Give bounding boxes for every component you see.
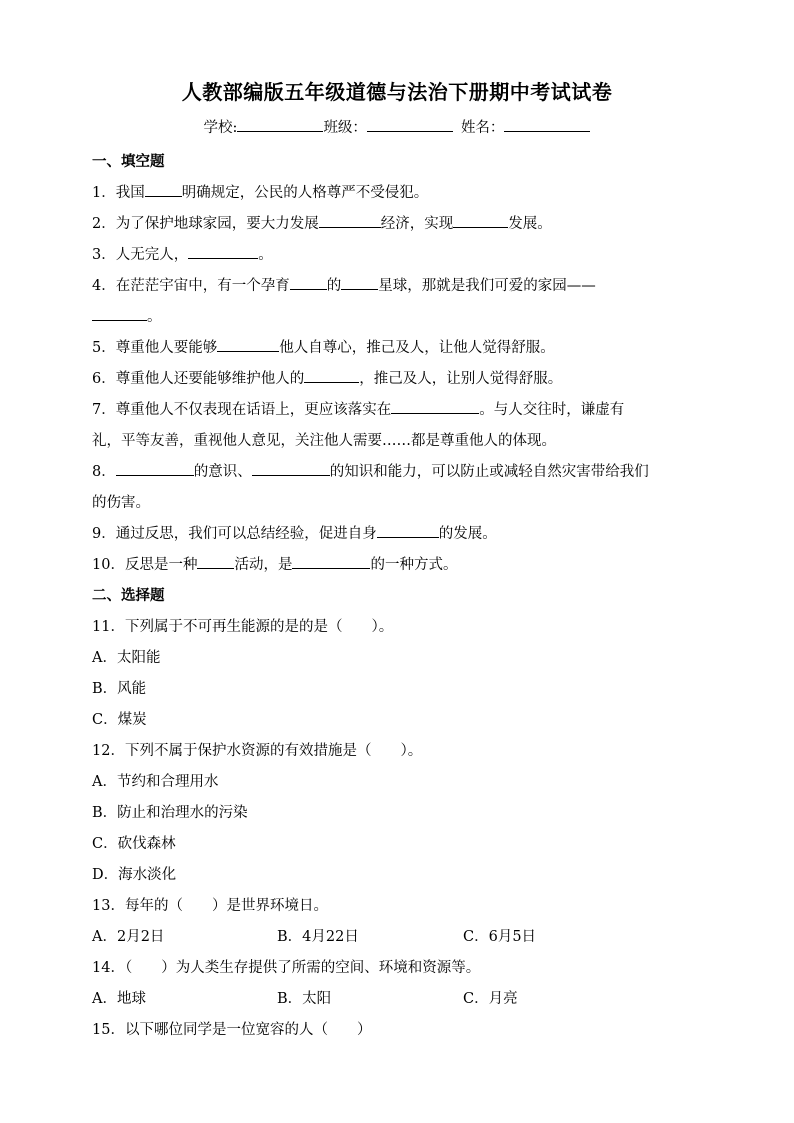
answer-blank[interactable] xyxy=(116,461,194,476)
question-14: 14．（ ）为人类生存提供了所需的空间、环境和资源等。 xyxy=(92,960,481,976)
answer-blank[interactable] xyxy=(377,523,439,538)
question-4: 4．在茫茫宇宙中，有一个孕育 的 星球，那就是我们可爱的家园—— xyxy=(92,274,596,295)
question-6: 6．尊重他人还要能够维护他人的 ，推己及人，让别人觉得舒服。 xyxy=(92,367,562,388)
question-15: 15．以下哪位同学是一位宽容的人（ ） xyxy=(92,1022,372,1038)
section-fill-in: 一、填空题 xyxy=(92,154,165,170)
answer-blank[interactable] xyxy=(217,337,279,352)
name-blank[interactable] xyxy=(504,116,590,132)
question-8-continued: 的伤害。 xyxy=(92,495,150,511)
question-5: 5．尊重他人要能够 他人自尊心，推己及人，让他人觉得舒服。 xyxy=(92,336,555,357)
option-11-c[interactable]: C．煤炭 xyxy=(92,712,147,728)
answer-blank[interactable] xyxy=(391,399,479,414)
answer-blank[interactable] xyxy=(453,213,508,228)
answer-blank[interactable] xyxy=(319,213,381,228)
option-12-b[interactable]: B．防止和治理水的污染 xyxy=(92,805,248,821)
question-13: 13．每年的（ ）是世界环境日。 xyxy=(92,898,328,914)
option-12-a[interactable]: A．节约和合理用水 xyxy=(92,774,219,790)
question-3: 3．人无完人， 。 xyxy=(92,243,273,264)
option-14-a[interactable]: A．地球 xyxy=(92,991,146,1007)
school-label: 学校: xyxy=(203,120,238,136)
option-14-b[interactable]: B．太阳 xyxy=(277,991,332,1007)
name-label: 姓名： xyxy=(460,120,505,136)
student-info-line xyxy=(0,116,794,137)
question-8: 8． 的意识、 的知识和能力，可以防止或减轻自然灾害带给我们 xyxy=(92,460,649,481)
school-blank[interactable] xyxy=(237,116,323,132)
option-12-d[interactable]: D．海水淡化 xyxy=(92,867,177,883)
exam-title: 人教部编版五年级道德与法治下册期中考试试卷 xyxy=(181,80,613,104)
question-10: 10．反思是一种 活动，是 的一种方式。 xyxy=(92,553,457,574)
answer-blank[interactable] xyxy=(92,306,147,321)
question-4-continued: 。 xyxy=(92,305,162,326)
answer-blank[interactable] xyxy=(252,461,330,476)
answer-blank[interactable] xyxy=(188,244,258,259)
question-11: 11．下列属于不可再生能源的是的是（ ）。 xyxy=(92,619,394,635)
answer-blank[interactable] xyxy=(145,182,182,197)
class-blank[interactable] xyxy=(367,116,453,132)
option-11-a[interactable]: A．太阳能 xyxy=(92,650,161,666)
option-14-c[interactable]: C．月亮 xyxy=(463,991,518,1007)
answer-blank[interactable] xyxy=(290,275,327,290)
option-11-b[interactable]: B．风能 xyxy=(92,681,147,697)
question-7: 7．尊重他人不仅表现在话语上，更应该落实在 。与人交往时，谦虚有 xyxy=(92,398,624,419)
question-7-continued: 礼，平等友善，重视他人意见，关注他人需要……都是尊重他人的体现。 xyxy=(92,433,556,449)
class-label: 班级： xyxy=(323,120,367,136)
option-13-c[interactable]: C．6月5日 xyxy=(463,929,537,945)
section-multiple-choice: 二、选择题 xyxy=(92,588,165,604)
option-12-c[interactable]: C．砍伐森林 xyxy=(92,836,176,852)
question-9: 9．通过反思，我们可以总结经验，促进自身 的发展。 xyxy=(92,522,497,543)
question-12: 12．下列不属于保护水资源的有效措施是（ ）。 xyxy=(92,743,423,759)
answer-blank[interactable] xyxy=(292,554,370,569)
option-13-b[interactable]: B．4月22日 xyxy=(277,929,359,945)
answer-blank[interactable] xyxy=(304,368,359,383)
question-2: 2．为了保护地球家园，要大力发展 经济，实现 发展。 xyxy=(92,212,552,233)
answer-blank[interactable] xyxy=(341,275,378,290)
option-13-a[interactable]: A．2月2日 xyxy=(92,929,165,945)
answer-blank[interactable] xyxy=(197,554,234,569)
question-1: 1．我国 明确规定，公民的人格尊严不受侵犯。 xyxy=(92,181,428,202)
